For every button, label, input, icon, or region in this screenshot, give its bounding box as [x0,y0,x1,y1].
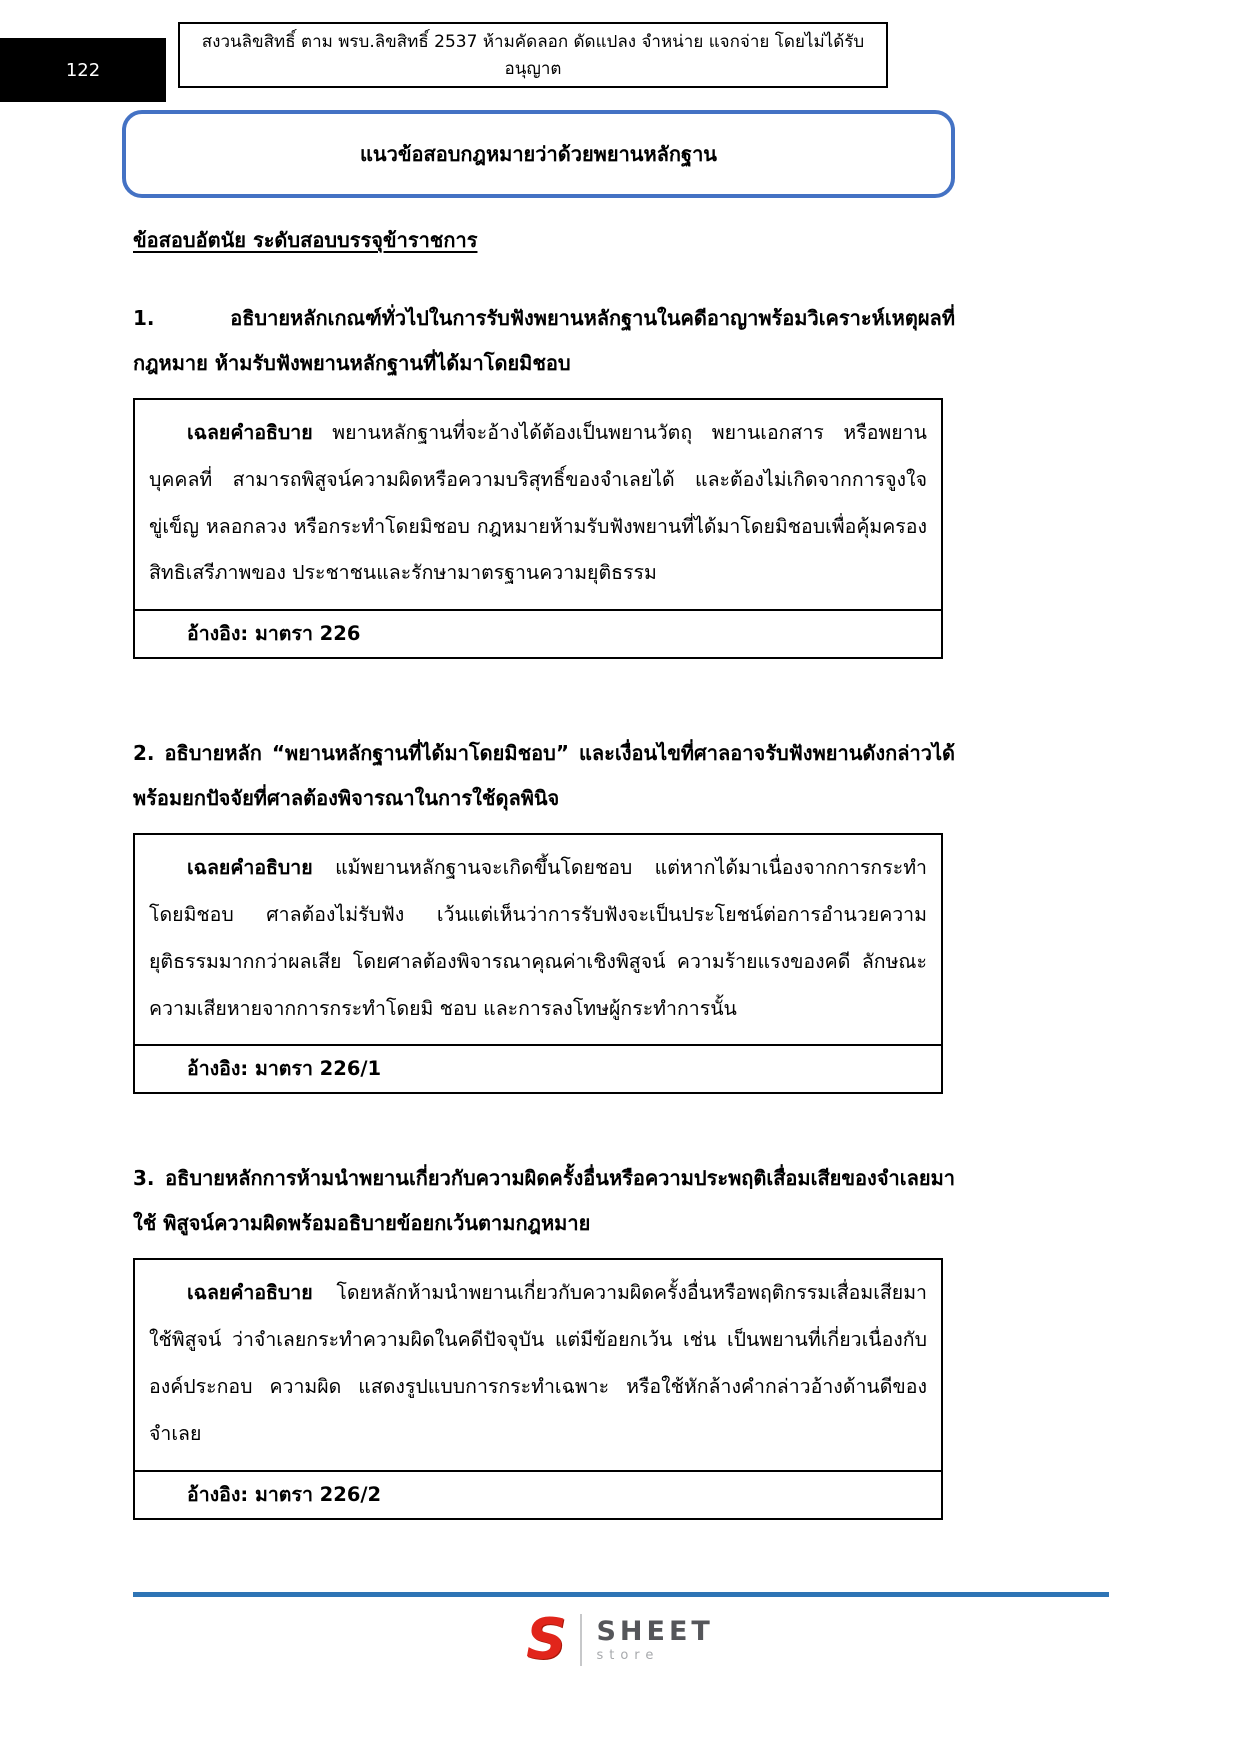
footer-accent-line [133,1592,1109,1597]
answer-1-reference: อ้างอิง: มาตรา 226 [135,609,941,657]
logo-brand-name: SHEET [596,1615,714,1647]
logo-brand-subtitle: store [596,1648,660,1664]
answer-2-text: แม้พยานหลักฐานจะเกิดขึ้นโดยชอบ แต่หากได้มาเนื่องจากการกระทำโดยมิชอบ ศาลต้องไม่รับฟัง เว้นแต่เห็นว่าการรับฟังจะเป็นประโยชน์ต่อการอำนวยความยุติธรรมมากกว่าผลเสีย โดยศาลต้องพิจารณาคุณค่าเชิงพิสูจน์ ความร้ายแรงของคดี ลักษณะความเสียหายจากการกระทำโดยมิ ชอบ และการลงโทษผู้กระทำการนั้น [149,856,927,1020]
copyright-notice-text: สงวนลิขสิทธิ์ ตาม พรบ.ลิขสิทธิ์ 2537 ห้ามคัดลอก ดัดแปลง จำหน่าย แจกจ่าย โดยไม่ได้รับอนุญาต [201,32,865,79]
answer-3-reference: อ้างอิง: มาตรา 226/2 [135,1470,941,1518]
answer-box-3 [133,1258,943,1519]
page-number: 122 [65,59,101,81]
question-1-text: 1. อธิบายหลักเกณฑ์ทั่วไปในการรับฟังพยานหลักฐานในคดีอาญาพร้อมวิเคราะห์เหตุผลที่กฎหมาย ห้ามรับฟังพยานหลักฐานที่ได้มาโดยมิชอบ [133,306,955,375]
answer-1-body [135,400,941,609]
page-title: แนวข้อสอบกฎหมายว่าด้วยพยานหลักฐาน [360,142,717,166]
answer-2-reference: อ้างอิง: มาตรา 226/1 [135,1044,941,1092]
question-2-text: 2. อธิบายหลัก “พยานหลักฐานที่ได้มาโดยมิชอบ” และเงื่อนไขที่ศาลอาจรับฟังพยานดังกล่าวได้ พร้อมยกปัจจัยที่ศาลต้องพิจารณาในการใช้ดุลพินิจ [133,741,955,811]
logo-divider [580,1614,582,1666]
logo-text-block [596,1617,713,1664]
footer-logo [0,1607,1240,1672]
answer-box-1 [133,398,943,659]
question-3-text: 3. อธิบายหลักการห้ามนำพยานเกี่ยวกับความผิดครั้งอื่นหรือความประพฤติเสื่อมเสียของจำเลยมาใช้ พิสูจน์ความผิดพร้อมอธิบายข้อยกเว้นตามกฎหมาย [133,1166,955,1236]
answer-3-text: โดยหลักห้ามนำพยานเกี่ยวกับความผิดครั้งอื่นหรือพฤติกรรมเสื่อมเสียมาใช้พิสูจน์ ว่าจำเลยกระทำความผิดในคดีปัจจุบัน แต่มีข้อยกเว้น เช่น เป็นพยานที่เกี่ยวเนื่องกับองค์ประกอบ ความผิด แสดงรูปแบบการกระทำเฉพาะ หรือใช้หักล้างคำกล่าวอ้างด้านดีของจำเลย [149,1281,927,1445]
answer-2-body [135,835,941,1044]
sheet-store-logo-icon: S [526,1607,567,1672]
answer-3-label: เฉลยคำอธิบาย [187,1281,313,1305]
answer-box-2 [133,833,943,1094]
title-box [122,110,955,198]
answer-1-label: เฉลยคำอธิบาย [187,421,313,444]
answer-2-label: เฉลยคำอธิบาย [187,856,313,880]
answer-3-body [135,1260,941,1469]
section-heading: ข้อสอบอัตนัย ระดับสอบบรรจุข้าราชการ [133,228,478,252]
answer-1-text: พยานหลักฐานที่จะอ้างได้ต้องเป็นพยานวัตถุ พยานเอกสาร หรือพยานบุคคลที่ สามารถพิสูจน์ความผิดหรือความบริสุทธิ์ของจำเลยได้ และต้องไม่เกิดจากการจูงใจ ขู่เข็ญ หลอกลวง หรือกระทำโดยมิชอบ กฎหมายห้ามรับฟังพยานที่ได้มาโดยมิชอบเพื่อคุ้มครองสิทธิเสรีภาพของ ประชาชนและรักษามาตรฐานความยุติธรรม [149,421,927,585]
